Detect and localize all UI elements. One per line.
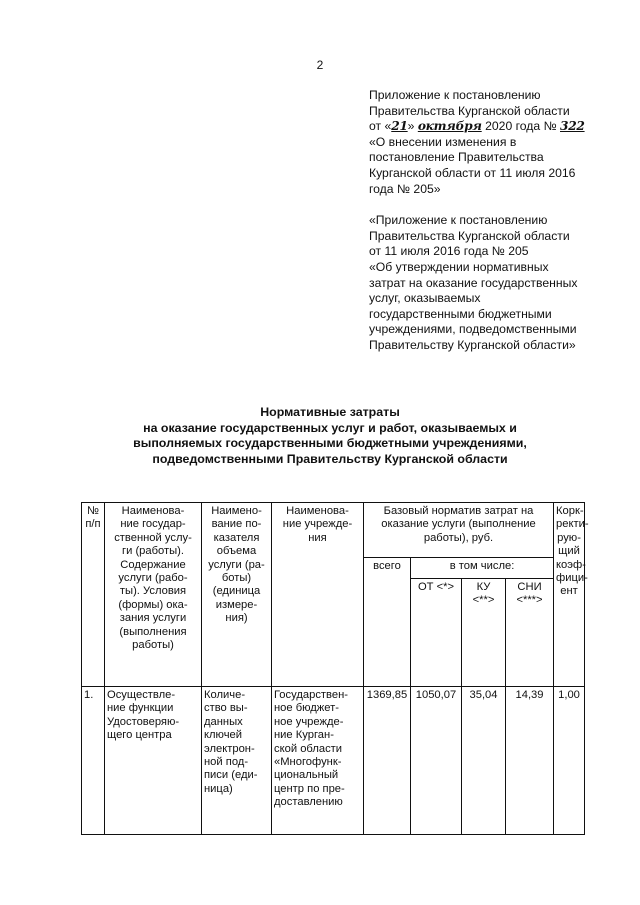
cell-num: 1. [82, 687, 105, 835]
cell-total: 1369,85 [364, 687, 411, 835]
header-indicator: Наимено- вание по- казателя объема услуги (ра- боты) (единица измере- ния) [202, 503, 272, 687]
heading-line: выполняемых государственными бюджетными учреждениями, [133, 436, 527, 451]
handwritten-day: 21 [391, 119, 408, 134]
header-row [82, 503, 585, 558]
annex-line: затрат на оказание государственных [369, 275, 578, 290]
cell-ot: 1050,07 [411, 687, 462, 835]
annex-line: Правительству Курганской области» [369, 337, 576, 352]
handwritten-number: 322 [560, 119, 585, 134]
annex-line: года № 205» [369, 181, 441, 196]
page-number: 2 [316, 58, 324, 72]
cell-service: Осуществле- ние функции Удостоверяю- щего центра [105, 687, 202, 835]
annex-line: «Об утверждении нормативных [369, 259, 549, 274]
header-coef: Корк- ректи- рую- щий коэф- фици- ент [554, 503, 585, 687]
cell-indicator: Количе- ство вы- данных ключей электрон- ной под- писи (еди- ница) [202, 687, 272, 835]
document-heading [80, 405, 580, 467]
annex-line: Правительства Курганской области [369, 228, 570, 243]
date-suffix: 2020 года № [481, 119, 557, 134]
date-mid: » [407, 119, 415, 134]
cell-sni: 14,39 [506, 687, 554, 835]
cell-institution: Государствен- ное бюджет- ное учрежде- ние Курган- ской области «Многофунк- циональный центр по пре- доставлению [272, 687, 364, 835]
annex-line: Правительства Курганской области [369, 103, 570, 118]
annex-line: постановление Правительства [369, 150, 544, 165]
date-prefix: от « [369, 119, 392, 134]
header-ku: КУ <**> [462, 579, 506, 687]
annex-block [369, 88, 619, 354]
normative-costs-table [81, 502, 589, 835]
annex-line: государственными бюджетными [369, 306, 552, 321]
cell-coef: 1,00 [554, 687, 585, 835]
heading-line: Нормативные затраты [260, 405, 400, 419]
annex-line: учреждениями, подведомственными [369, 322, 577, 337]
annex-line: «Приложение к постановлению [369, 213, 548, 228]
header-incl: в том числе: [411, 558, 554, 579]
cell-ku: 35,04 [462, 687, 506, 835]
header-ot: ОТ <*> [411, 579, 462, 687]
annex-line: услуг, оказываемых [369, 291, 481, 306]
table-row [82, 687, 585, 835]
header-total: всего [364, 558, 411, 687]
header-sni: СНИ <***> [506, 579, 554, 687]
header-institution: Наименова- ние учрежде- ния [272, 503, 364, 687]
annex-line: Курганской области от 11 июля 2016 [369, 165, 576, 180]
annex-line: Приложение к постановлению [369, 88, 541, 102]
heading-line: подведомственными Правительству Курганской области [152, 451, 508, 466]
header-base: Базовый норматив затрат на оказание услуги (выполнение работы), руб. [364, 503, 554, 558]
header-num: № п/п [82, 503, 105, 687]
annex-date-line [369, 119, 619, 135]
annex-line: от 11 июля 2016 года № 205 [369, 244, 529, 259]
annex-line: «О внесении изменения в [369, 134, 517, 149]
header-service: Наименова- ние государ- ственной услу- ги (работы). Содержание услуги (рабо- ты). Условия (формы) ока- зания услуги (выполнения работы) [105, 503, 202, 687]
heading-line: на оказание государственных услуг и работ, оказываемых и [143, 420, 517, 435]
handwritten-month: октября [417, 119, 482, 134]
